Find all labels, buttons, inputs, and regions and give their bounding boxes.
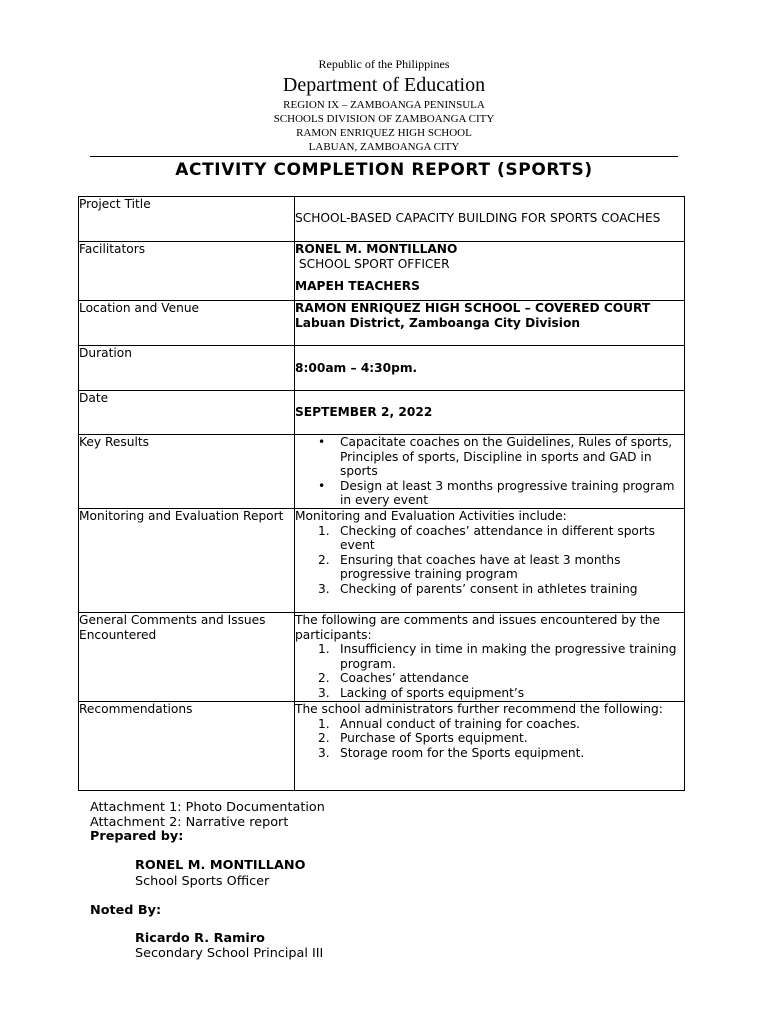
recommendations-intro: The school administrators further recommend the following: [295,702,663,716]
project-title-value: SCHOOL-BASED CAPACITY BUILDING FOR SPORTS COACHES [295,197,685,242]
table-row-project [79,197,685,242]
attachment-1: Attachment 1: Photo Documentation [90,800,325,815]
preparer-name: RONEL M. MONTILLANO [135,858,306,873]
row-label: Project Title [79,197,295,242]
monitoring-intro: Monitoring and Evaluation Activities include: [295,509,567,523]
location-line-2: Labuan District, Zamboanga City Division [295,315,581,330]
row-label: Monitoring and Evaluation Report [79,509,295,613]
table-row-duration [79,346,685,391]
list-item: 2. Coaches’ attendance [318,671,469,685]
table-row-facilitators [79,242,685,301]
monitoring-value [295,509,685,613]
table-row-recommendations [79,702,685,791]
attachment-2: Attachment 2: Narrative report [90,815,289,830]
list-item: • Design at least 3 months progressive training program in every event [340,479,684,508]
department-name: Department of Education [282,74,486,96]
noter-name: Ricardo R. Ramiro [135,931,265,946]
comments-list [295,642,684,700]
recommendations-value [295,702,685,791]
header-divider [90,156,678,157]
location-value [295,301,685,346]
facilitators-value [295,242,685,301]
date-value: SEPTEMBER 2, 2022 [295,391,685,435]
location-line-1: RAMON ENRIQUEZ HIGH SCHOOL – COVERED COURT [295,301,651,315]
list-item: 1. Annual conduct of training for coaches. [318,716,581,731]
list-item: 2. Purchase of Sports equipment. [318,731,528,745]
row-label: Duration [79,346,295,391]
table-row-monitoring [79,509,685,613]
row-label: Date [79,391,295,435]
region-line: REGION IX – ZAMBOANGA PENINSULA [283,99,485,111]
row-label: General Comments and Issues Encountered [79,613,295,702]
list-item: 1. Checking of coaches’ attendance in different sports event [318,523,656,552]
row-label: Facilitators [79,242,295,301]
report-title: ACTIVITY COMPLETION REPORT (SPORTS) [175,160,593,180]
facilitator-name: RONEL M. MONTILLANO [295,242,458,256]
address-line: LABUAN, ZAMBOANGA CITY [308,141,460,153]
table-row-comments [79,613,685,702]
school-line: RAMON ENRIQUEZ HIGH SCHOOL [296,127,472,139]
facilitator-role: SCHOOL SPORT OFFICER [295,256,450,271]
report-table [78,196,685,791]
list-item: 3. Storage room for the Sports equipment. [318,745,585,760]
noted-by-label: Noted By: [90,903,162,918]
list-item: 3. Lacking of sports equipment’s [318,685,525,700]
prepared-by-label: Prepared by: [90,829,184,844]
list-item: 1. Insufficiency in time in making the progressive training program. [318,642,677,671]
monitoring-list [295,524,684,597]
row-label: Key Results [79,435,295,509]
table-row-date [79,391,685,435]
list-item: 3. Checking of parents’ consent in athletes training [318,581,638,596]
comments-intro: The following are comments and issues encountered by the participants: [295,613,661,642]
key-results-list [295,435,684,508]
list-item: • Capacitate coaches on the Guidelines, Rules of sports, Principles of sports, Discipline in sports and GAD in sports [340,435,684,479]
recommendations-list [295,717,684,761]
key-results-value [295,435,685,509]
preparer-title: School Sports Officer [135,874,270,889]
facilitator-group: MAPEH TEACHERS [295,279,420,293]
list-item: 2. Ensuring that coaches have at least 3 months progressive training program [318,552,621,581]
row-label: Recommendations [79,702,295,791]
duration-value: 8:00am – 4:30pm. [295,346,685,391]
division-line: SCHOOLS DIVISION OF ZAMBOANGA CITY [273,113,495,125]
comments-value [295,613,685,702]
table-row-key-results [79,435,685,509]
noter-title: Secondary School Principal III [135,946,324,961]
table-row-location [79,301,685,346]
row-label: Location and Venue [79,301,295,346]
republic-line: Republic of the Philippines [318,57,450,71]
